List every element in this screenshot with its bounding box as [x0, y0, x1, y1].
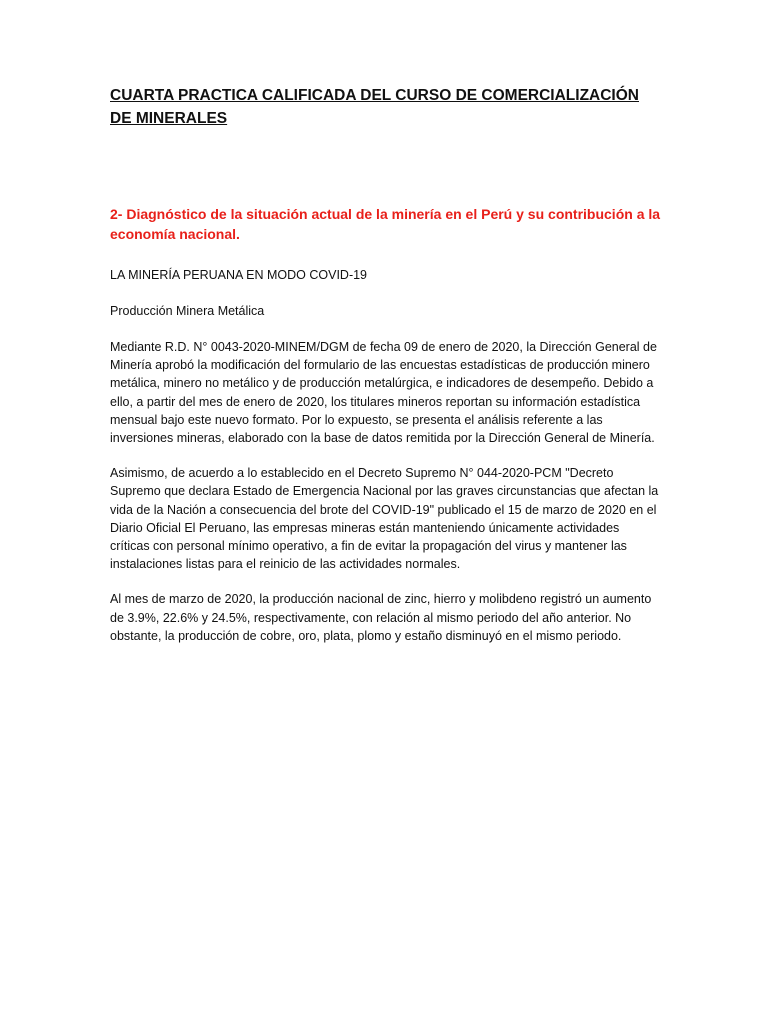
subsection-heading: Producción Minera Metálica — [110, 304, 265, 318]
paragraph-production: Al mes de marzo de 2020, la producción nacional de zinc, hierro y molibdeno registró un aumento de 3.9%, 22.6% y 24.5%, respectivamente, con relación al mismo periodo del año anterior. No obstante, la producción de cobre, oro, plata, plomo y estaño disminuyó en el mismo periodo. — [110, 592, 652, 643]
paragraph-decree: Asimismo, de acuerdo a lo establecido en el Decreto Supremo N° 044-2020-PCM "Decreto Supremo que declara Estado de Emergencia Nacional por las graves circunstancias que afectan la vida de la Nación a consecuencia del brote del COVID-19" publicado el 15 de marzo de 2020 en el Diario Oficial El Peruano, las empresas mineras están manteniendo únicamente actividades críticas con personal mínimo operativo, a fin de evitar la propagación del virus y mantener las instalaciones listas para el reinicio de las actividades normales. — [110, 466, 659, 572]
section-heading: LA MINERÍA PERUANA EN MODO COVID-19 — [110, 268, 368, 282]
paragraph-resolution: Mediante R.D. N° 0043-2020-MINEM/DGM de fecha 09 de enero de 2020, la Dirección General de Minería aprobó la modificación del formulario de las encuestas estadísticas de producción minero metálica, minero no metálico y de producción metalúrgica, e indicadores de desempeño. Debido a ello, a partir del mes de enero de 2020, los titulares mineros reportan su información estadística mensual bajo este nuevo formato. Por lo expuesto, se presenta el análisis referente a las inversiones mineras, elaborado con la base de datos remitida por la Dirección General de Minería. — [110, 340, 657, 446]
question-subtitle: 2- Diagnóstico de la situación actual de la minería en el Perú y su contribución a la economía nacional. — [110, 206, 661, 242]
document-title: CUARTA PRACTICA CALIFICADA DEL CURSO DE COMERCIALIZACIÓN DE MINERALES — [110, 87, 639, 127]
document-page — [110, 84, 662, 645]
